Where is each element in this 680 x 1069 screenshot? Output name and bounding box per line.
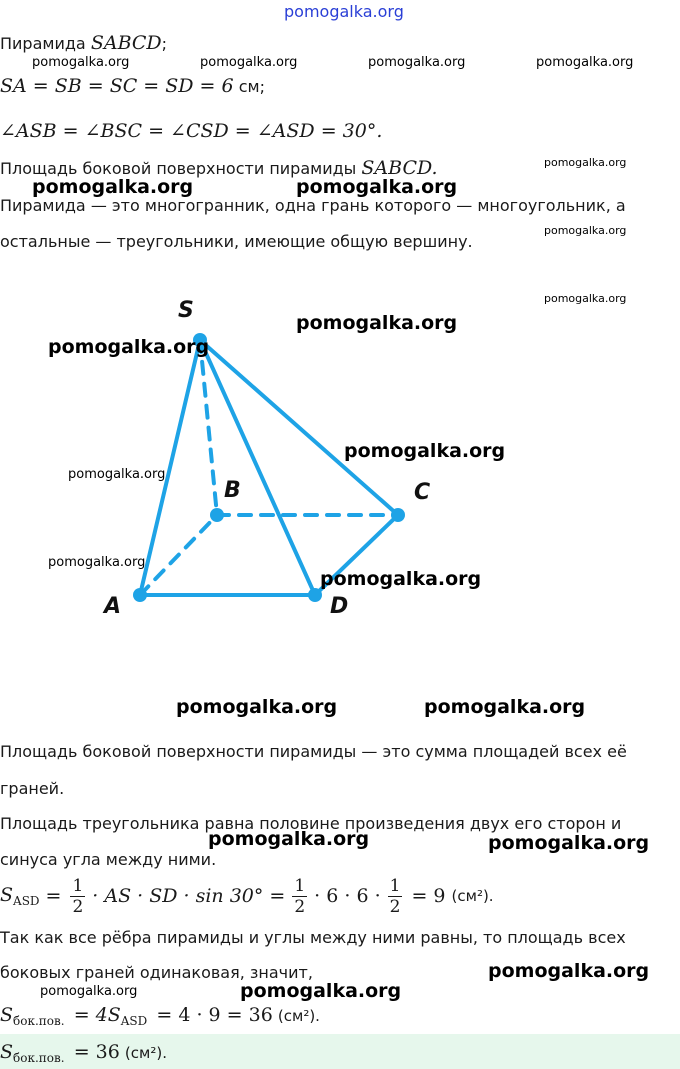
- formula1-result: = 9: [411, 885, 446, 907]
- given-angles: [0, 120, 382, 142]
- formula-lateral-area: [0, 1004, 320, 1028]
- vertex-D: [308, 588, 322, 602]
- formula2-rest: = 4 · 9 = 36: [156, 1004, 273, 1026]
- given-label: Пирамида: [0, 34, 86, 53]
- formula1-mid: · AS · SD · sin 30° =: [92, 885, 286, 907]
- watermark: pomogalka.org: [488, 832, 650, 854]
- watermark: pomogalka.org: [544, 156, 627, 169]
- answer-value: = 36: [73, 1041, 120, 1063]
- watermark: pomogalka.org: [176, 696, 338, 718]
- formula1-eq: =: [45, 885, 62, 907]
- formula2-lhs: S: [0, 1004, 14, 1026]
- formula1-mid2: · 6 · 6 ·: [314, 885, 381, 907]
- watermark: pomogalka.org: [368, 55, 466, 70]
- watermark: pomogalka.org: [40, 984, 138, 999]
- edges-unit: см;: [238, 77, 265, 96]
- watermark: pomogalka.org: [208, 828, 370, 850]
- formula1-lhs: S: [0, 884, 14, 906]
- watermark: pomogalka.org: [536, 55, 634, 70]
- watermark: pomogalka.org: [48, 555, 146, 570]
- formula2-eq-sub: ASD: [120, 1014, 148, 1028]
- answer-lhs: S: [0, 1041, 14, 1063]
- watermark: pomogalka.org: [32, 55, 130, 70]
- formula2-eq: = 4S: [73, 1004, 121, 1026]
- watermark: pomogalka.org: [424, 696, 586, 718]
- watermark: pomogalka.org: [48, 336, 210, 358]
- label-D: D: [330, 594, 349, 619]
- given-pyramid: Пирамида SABCD;: [0, 32, 168, 54]
- watermark: pomogalka.org: [544, 224, 627, 237]
- watermark: pomogalka.org: [68, 467, 166, 482]
- label-A: A: [104, 594, 122, 619]
- label-S: S: [178, 298, 194, 323]
- angles-equation: ∠ASB = ∠BSC = ∠CSD = ∠ASD = 30°.: [0, 120, 383, 142]
- formula-area: [0, 873, 494, 919]
- vertex-A: [133, 588, 147, 602]
- definition-line-1: Пирамида — это многогранник, одна грань которого — многоугольник, а: [0, 196, 626, 215]
- fraction-half-1: $\frac{1}{2}$: [72, 875, 84, 917]
- edges-equation: SA = SB = SC = SD = 6: [0, 75, 234, 97]
- fraction-half-2: $\frac{1}{2}$: [294, 875, 306, 917]
- edge-AB-hidden: [140, 515, 217, 595]
- solution-p2-line1: Площадь треугольника равна половине произведения двух его сторон и: [0, 814, 622, 833]
- fraction-half-3: $\frac{1}{2}$: [389, 875, 401, 917]
- solution-p3-line2: боковых граней одинаковая, значит,: [0, 963, 313, 982]
- watermark: pomogalka.org: [488, 960, 650, 982]
- site-link[interactable]: pomogalka.org: [284, 2, 404, 21]
- solution-p2-line2: синуса угла между ними.: [0, 850, 217, 869]
- watermark: pomogalka.org: [296, 176, 458, 198]
- watermark: pomogalka.org: [296, 312, 458, 334]
- vertex-C: [391, 508, 405, 522]
- watermark: pomogalka.org: [544, 292, 627, 305]
- watermark: pomogalka.org: [200, 55, 298, 70]
- formula1-unit: (см²).: [451, 887, 494, 905]
- answer-line: [0, 1041, 167, 1065]
- definition-line-2: остальные — треугольники, имеющие общую вершину.: [0, 232, 473, 251]
- find-name: SABCD.: [361, 157, 438, 179]
- label-B: B: [224, 478, 241, 503]
- solution-p1-line2: граней.: [0, 779, 65, 798]
- pyramid-name: SABCD: [90, 32, 162, 54]
- watermark: pomogalka.org: [32, 176, 194, 198]
- watermark: pomogalka.org: [320, 568, 482, 590]
- answer-unit: (см²).: [124, 1044, 167, 1062]
- formula1-lhs-sub: ASD: [13, 894, 40, 908]
- label-C: C: [414, 480, 431, 505]
- solution-p1-line1: Площадь боковой поверхности пирамиды — это сумма площадей всех её: [0, 742, 627, 761]
- solution-p3-line1: Так как все рёбра пирамиды и углы между ними равны, то площадь всех: [0, 928, 626, 947]
- answer-lhs-sub: бок.пов.: [13, 1051, 65, 1065]
- formula2-lhs-sub: бок.пов.: [13, 1014, 65, 1028]
- find-text: Площадь боковой поверхности пирамиды: [0, 159, 357, 178]
- given-edges: [0, 75, 265, 97]
- vertex-B: [210, 508, 224, 522]
- edge-SB-hidden: [200, 340, 217, 515]
- answer-box: [0, 1034, 680, 1069]
- formula2-unit: (см²).: [277, 1007, 320, 1025]
- edge-SD: [200, 340, 315, 595]
- watermark: pomogalka.org: [240, 980, 402, 1002]
- watermark: pomogalka.org: [344, 440, 506, 462]
